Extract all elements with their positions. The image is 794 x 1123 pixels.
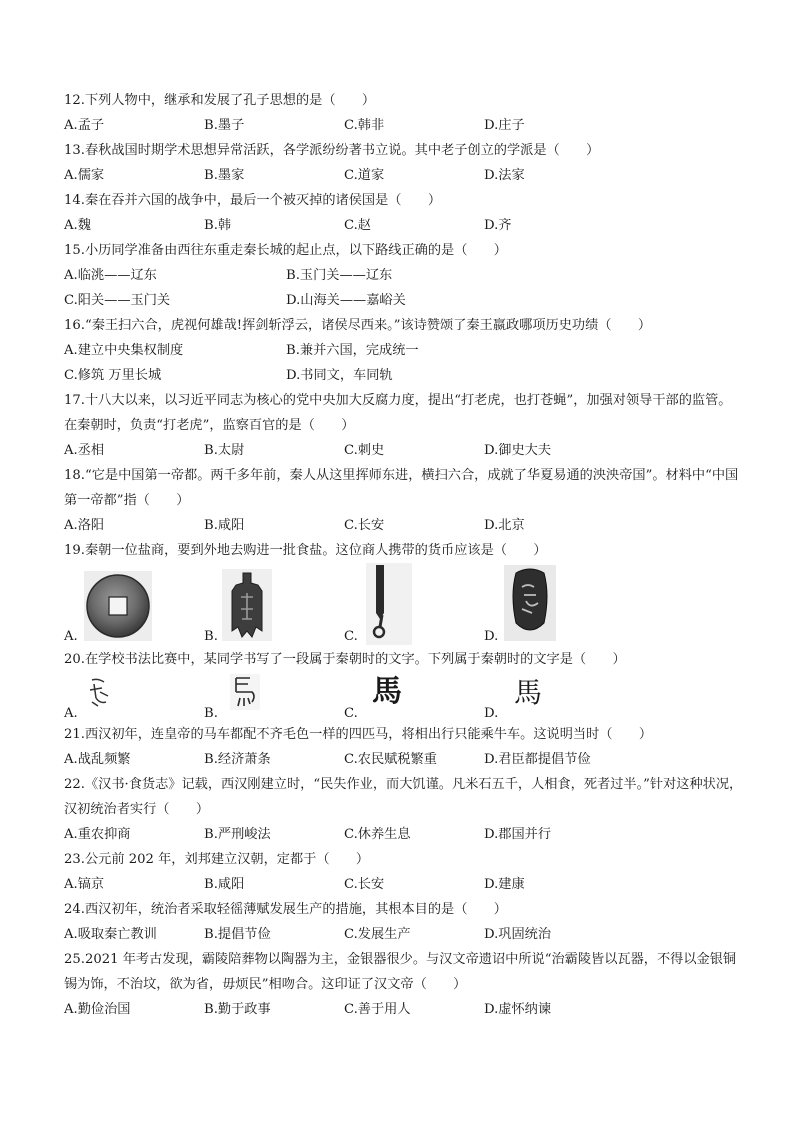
question-22-options bbox=[64, 822, 744, 847]
option-a[interactable]: A.儒家 bbox=[64, 168, 105, 183]
option-d[interactable]: D.北京 bbox=[484, 518, 525, 533]
option-b[interactable]: B.勤于政事 bbox=[204, 1002, 271, 1017]
option-d[interactable]: D.君臣都提倡节俭 bbox=[484, 752, 591, 767]
option-d[interactable] bbox=[484, 672, 624, 722]
option-a[interactable]: A.丞相 bbox=[64, 443, 105, 458]
option-c[interactable]: C.休养生息 bbox=[344, 827, 411, 842]
question-16-options-row2 bbox=[64, 363, 744, 388]
option-b[interactable]: B.玉门关——辽东 bbox=[286, 268, 393, 283]
option-c[interactable]: C.修筑 万里长城 bbox=[64, 368, 162, 383]
option-d[interactable]: D.山海关——嘉峪关 bbox=[286, 293, 406, 308]
question-14-stem: 14.秦在吞并六国的战争中，最后一个被灭掉的诸侯国是（ ） bbox=[64, 193, 442, 208]
option-b[interactable]: B.咸阳 bbox=[204, 877, 245, 892]
option-b[interactable]: B.经济萧条 bbox=[204, 752, 271, 767]
option-c[interactable]: C.刺史 bbox=[344, 443, 385, 458]
option-c[interactable] bbox=[344, 563, 484, 647]
question-23-options bbox=[64, 872, 744, 897]
option-c[interactable] bbox=[344, 672, 484, 722]
option-a[interactable]: A.重农抑商 bbox=[64, 827, 131, 842]
spade-coin-icon bbox=[222, 569, 272, 641]
question-15-options-row2 bbox=[64, 288, 744, 313]
question-25-stem: 25.2021 年考古发现，霸陵陪葬物以陶器为主，金银器很少。与汉文帝遗诏中所说“治霸陵皆以瓦器，不得以金银铜锡为饰，不治坟，欲为省，毋烦民”相吻合。这印证了汉文帝（ ） bbox=[64, 952, 737, 992]
question-14-options bbox=[64, 213, 744, 238]
option-d[interactable]: D.巩固统治 bbox=[484, 927, 552, 942]
question-24-options bbox=[64, 922, 744, 947]
option-b[interactable]: B.兼并六国，完成统一 bbox=[286, 343, 419, 358]
question-22-stem: 22.《汉书·食货志》记载，西汉刚建立时，“民失作业，而大饥谨。凡米石五千，人相食，死者过半。”针对这种状况，汉初统治者实行（ ） bbox=[64, 777, 743, 817]
option-b[interactable]: B.太尉 bbox=[204, 443, 245, 458]
option-b[interactable] bbox=[204, 563, 344, 647]
question-17-stem: 17.十八大以来，以习近平同志为核心的党中央加大反腐力度，提出“打老虎，也打苍蝇”，加强对领导干部的监管。在秦朝时，负责“打老虎”，监察百官的是（ ） bbox=[64, 393, 732, 433]
option-d[interactable]: D.书同文，车同轨 bbox=[286, 368, 393, 383]
question-18-options bbox=[64, 513, 744, 538]
question-17-options bbox=[64, 438, 744, 463]
option-b[interactable]: B.墨子 bbox=[204, 118, 245, 133]
option-d[interactable]: D.虚怀纳谏 bbox=[484, 1002, 552, 1017]
clerical-script-horse-glyph: 馬 bbox=[372, 674, 402, 709]
round-coin-square-hole-icon bbox=[84, 571, 152, 641]
question-21-options bbox=[64, 747, 744, 772]
option-d[interactable] bbox=[484, 563, 624, 647]
question-12-options bbox=[64, 113, 744, 138]
option-a[interactable] bbox=[64, 672, 204, 722]
question-16-stem: 16.“秦王扫六合，虎视何雄哉!挥剑斩浮云，诸侯尽西来。”该诗赞颂了秦王嬴政哪项历史功绩（ ） bbox=[64, 318, 652, 333]
option-d[interactable]: D.庄子 bbox=[484, 118, 525, 133]
option-a[interactable]: A.吸取秦亡教训 bbox=[64, 927, 157, 942]
option-a[interactable]: A.临洮——辽东 bbox=[64, 268, 157, 283]
question-19-stem: 19.秦朝一位盐商，要到外地去购进一批食盐。这位商人携带的货币应该是（ ） bbox=[64, 543, 547, 558]
option-b-letter: B. bbox=[204, 706, 218, 721]
option-a[interactable]: A.建立中央集权制度 bbox=[64, 343, 184, 358]
question-12-stem: 12.下列人物中，继承和发展了孔子思想的是（ ） bbox=[64, 93, 376, 108]
option-b[interactable]: B.墨家 bbox=[204, 168, 245, 183]
option-d[interactable]: D.齐 bbox=[484, 218, 512, 233]
question-15-options-row1 bbox=[64, 263, 744, 288]
ant-nose-coin-icon bbox=[504, 565, 556, 641]
option-b[interactable]: B.韩 bbox=[204, 218, 232, 233]
question-15-stem: 15.小历同学准备由西往东重走秦长城的起止点，以下路线正确的是（ ） bbox=[64, 243, 507, 258]
question-21-stem: 21.西汉初年，连皇帝的马车都配不齐毛色一样的四匹马，将相出行只能乘牛车。这说明当时（ ） bbox=[64, 727, 653, 742]
option-c[interactable]: C.阳关——玉门关 bbox=[64, 293, 171, 308]
oracle-bone-horse-glyph-icon bbox=[86, 676, 112, 710]
option-d-letter: D. bbox=[484, 629, 499, 644]
question-23-stem: 23.公元前 202 年，刘邦建立汉朝，定都于（ ） bbox=[64, 852, 370, 867]
option-c[interactable]: C.长安 bbox=[344, 518, 385, 533]
option-d[interactable]: D.郡国并行 bbox=[484, 827, 552, 842]
option-c[interactable]: C.农民赋税繁重 bbox=[344, 752, 437, 767]
option-b[interactable]: B.提倡节俭 bbox=[204, 927, 271, 942]
question-25-options bbox=[64, 997, 744, 1022]
option-c[interactable]: C.赵 bbox=[344, 218, 371, 233]
question-16-options-row1 bbox=[64, 338, 744, 363]
option-d[interactable]: D.御史大夫 bbox=[484, 443, 552, 458]
option-c[interactable]: C.道家 bbox=[344, 168, 385, 183]
option-c-letter: C. bbox=[344, 629, 358, 644]
option-d-letter: D. bbox=[484, 706, 499, 721]
option-a[interactable]: A.战乱频繁 bbox=[64, 752, 131, 767]
option-b-letter: B. bbox=[204, 629, 218, 644]
knife-coin-icon bbox=[366, 563, 412, 645]
option-d[interactable]: D.法家 bbox=[484, 168, 525, 183]
seal-script-horse-glyph-icon bbox=[230, 674, 260, 710]
option-d[interactable]: D.建康 bbox=[484, 877, 525, 892]
option-a[interactable]: A.镐京 bbox=[64, 877, 105, 892]
question-13-stem: 13.春秋战国时期学术思想异常活跃，各学派纷纷著书立说。其中老子创立的学派是（ ） bbox=[64, 143, 600, 158]
option-c[interactable]: C.韩非 bbox=[344, 118, 385, 133]
option-a-letter: A. bbox=[64, 706, 78, 721]
question-20-stem: 20.在学校书法比赛中，某同学书写了一段属于秦朝时的文字。下列属于秦朝时的文字是（ ） bbox=[64, 652, 626, 667]
question-19-options bbox=[64, 563, 744, 647]
option-c[interactable]: C.长安 bbox=[344, 877, 385, 892]
question-24-stem: 24.西汉初年，统治者采取轻徭薄赋发展生产的措施，其根本目的是（ ） bbox=[64, 902, 507, 917]
option-b[interactable]: B.咸阳 bbox=[204, 518, 245, 533]
option-c[interactable]: C.善于用人 bbox=[344, 1002, 411, 1017]
option-a[interactable]: A.孟子 bbox=[64, 118, 105, 133]
option-b[interactable] bbox=[204, 672, 344, 722]
option-a[interactable]: A.魏 bbox=[64, 218, 91, 233]
option-a[interactable] bbox=[64, 563, 204, 647]
question-18-stem: 18.“它是中国第一帝都。两千多年前，秦人从这里挥师东进，横扫六合，成就了华夏易通的泱泱帝国”。材料中“中国第一帝都”指（ ） bbox=[64, 468, 739, 508]
option-a[interactable]: A.勤俭治国 bbox=[64, 1002, 131, 1017]
option-b[interactable]: B.严刑峻法 bbox=[204, 827, 271, 842]
regular-script-horse-glyph: 馬 bbox=[514, 676, 543, 709]
question-13-options bbox=[64, 163, 744, 188]
question-20-options bbox=[64, 672, 744, 722]
option-a-letter: A. bbox=[64, 629, 78, 644]
exam-page bbox=[64, 88, 744, 1022]
option-a[interactable]: A.洛阳 bbox=[64, 518, 105, 533]
option-c-letter: C. bbox=[344, 706, 358, 721]
option-c[interactable]: C.发展生产 bbox=[344, 927, 411, 942]
